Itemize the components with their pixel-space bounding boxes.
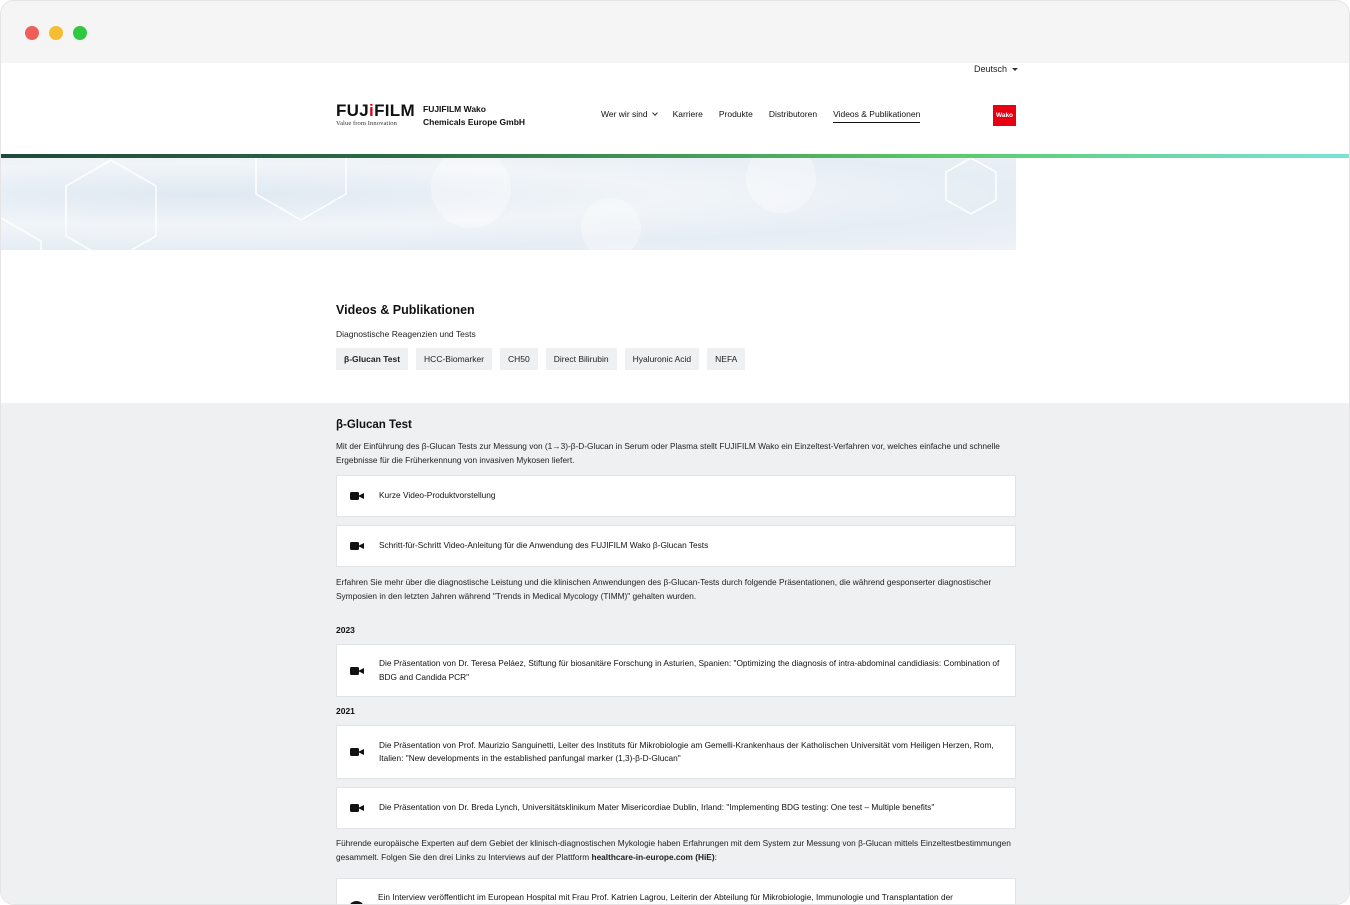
hexagon-pattern (1, 158, 1016, 250)
chevron-down-icon (652, 110, 658, 116)
beta-glucan-section (336, 419, 1016, 905)
experts-suffix: : (714, 851, 717, 862)
nav-item-videos-publikationen[interactable] (833, 109, 920, 123)
wako-logo-badge[interactable]: Wako (993, 105, 1016, 126)
nav-item-distributoren[interactable] (769, 109, 817, 123)
hero-banner (1, 158, 1016, 250)
window-titlebar (1, 1, 1350, 63)
tab-beta-glucan[interactable]: β-Glucan Test (336, 348, 408, 370)
minimize-window-button[interactable] (49, 26, 63, 40)
video-item[interactable] (336, 475, 1016, 517)
company-name (423, 103, 525, 129)
close-window-button[interactable] (25, 26, 39, 40)
video-item-label: Kurze Video-Produktvorstellung (379, 490, 496, 501)
language-label: Deutsch (974, 64, 1008, 74)
presentations-intro: Erfahren Sie mehr über die diagnostische Leistung und die klinischen Anwendungen des β-Glucan-Tests durch folgende Präsentationen, die während gesponserter diagnostischer Symposien in den letzten Jahren während "Trends in Medical Mycology (TIMM)" gehalten wurden. (336, 577, 992, 601)
video-camera-icon (350, 666, 364, 676)
video-camera-icon (350, 803, 364, 813)
chat-bubble-icon (350, 901, 363, 905)
nav-item-wer-wir-sind[interactable] (601, 109, 657, 123)
nav-label: Videos & Publikationen (833, 109, 921, 119)
section-description: Mit der Einführung des β-Glucan Tests zur Messung von (1→3)-β-D-Glucan in Serum oder Plasma stellt FUJIFILM Wako ein Einzeltest-Verfahren vor, welches einfache und schnelle Ergebnisse für die Früherkennung von invasiven Mykosen liefert. (336, 441, 1000, 465)
language-selector[interactable] (974, 64, 1018, 74)
nav-label: Karriere (672, 109, 703, 119)
nav-item-karriere[interactable] (673, 109, 703, 123)
year-heading-2023: 2023 (336, 625, 355, 635)
video-camera-icon (350, 491, 364, 501)
video-camera-icon (350, 747, 364, 757)
video-item[interactable] (336, 525, 1016, 567)
logo-tagline: Value from Innovation (336, 120, 397, 127)
page-title: Videos & Publikationen (336, 303, 475, 317)
page-subtitle: Diagnostische Reagenzien und Tests (336, 329, 476, 339)
presentation-item[interactable] (336, 787, 1016, 829)
presentation-label: Die Präsentation von Dr. Breda Lynch, Universitätsklinikum Mater Misericordiae Dublin, Irland: "Implementing BDG testing: One test – Multiple benefits" (379, 802, 935, 813)
section-title: β-Glucan Test (336, 419, 412, 431)
nav-label: Wer wir sind (601, 109, 648, 119)
presentation-item[interactable] (336, 644, 1016, 697)
hie-link[interactable]: healthcare-in-europe.com (HiE) (591, 851, 715, 862)
fujifilm-logo[interactable] (336, 101, 415, 127)
company-line-2: Chemicals Europe GmbH (423, 117, 526, 127)
nav-label: Distributoren (768, 109, 818, 119)
experts-text: Führende europäische Experten auf dem Gebiet der klinisch-diagnostischen Mykologie haben Erfahrungen mit dem System zur Messung von β-Glucan mittels Einzeltestbestimmungen gesammelt. Folgen Sie den drei Links zu Interviews auf der Plattform (336, 838, 1011, 862)
interview-label: Ein Interview veröffentlicht im European Hospital mit Frau Prof. Katrien Lagrou, Leiterin der Abteilung für Mikrobiologie, Immunologie und Transplantation der (378, 892, 953, 902)
tab-nefa[interactable]: NEFA (707, 348, 745, 370)
presentation-label: Die Präsentation von Dr. Teresa Peláez, Stiftung für biosanitäre Forschung in Asturien, Spanien: "Optimizing the diagnosis of intra-abdominal candidiasis: Combination of BDG and Candida PCR" (379, 658, 1000, 682)
year-heading-2021: 2021 (336, 706, 355, 716)
product-tabs (336, 348, 1016, 370)
presentation-item[interactable] (336, 725, 1016, 779)
video-item-label: Schritt-für-Schritt Video-Anleitung für die Anwendung des FUJIFILM Wako β-Glucan Tests (379, 540, 709, 551)
maximize-window-button[interactable] (73, 26, 87, 40)
presentation-label: Die Präsentation von Prof. Maurizio Sanguinetti, Leiter des Instituts für Mikrobiologie am Gemelli-Krankenhaus der Katholischen Universität vom Heiligen Herzen, Rom, Italien: "New developments in the established panfungal marker (1,3)-β-D-Glucan" (379, 739, 994, 763)
intro-section (336, 303, 1016, 370)
nav-item-produkte[interactable] (719, 109, 753, 123)
tab-ch50[interactable]: CH50 (500, 348, 538, 370)
logo-brand: FUJiFILM (336, 101, 415, 120)
tab-direct-bilirubin[interactable]: Direct Bilirubin (546, 348, 617, 370)
tab-hcc-biomarker[interactable]: HCC-Biomarker (416, 348, 492, 370)
web-page (1, 63, 1350, 905)
company-line-1: FUJIFILM Wako (423, 104, 486, 114)
caret-down-icon (1012, 68, 1018, 71)
experts-paragraph (336, 837, 1016, 864)
main-nav (601, 109, 936, 123)
tab-hyaluronic-acid[interactable]: Hyaluronic Acid (625, 348, 700, 370)
nav-label: Produkte (718, 109, 753, 119)
interview-item[interactable] (336, 878, 1016, 905)
video-camera-icon (350, 541, 364, 551)
